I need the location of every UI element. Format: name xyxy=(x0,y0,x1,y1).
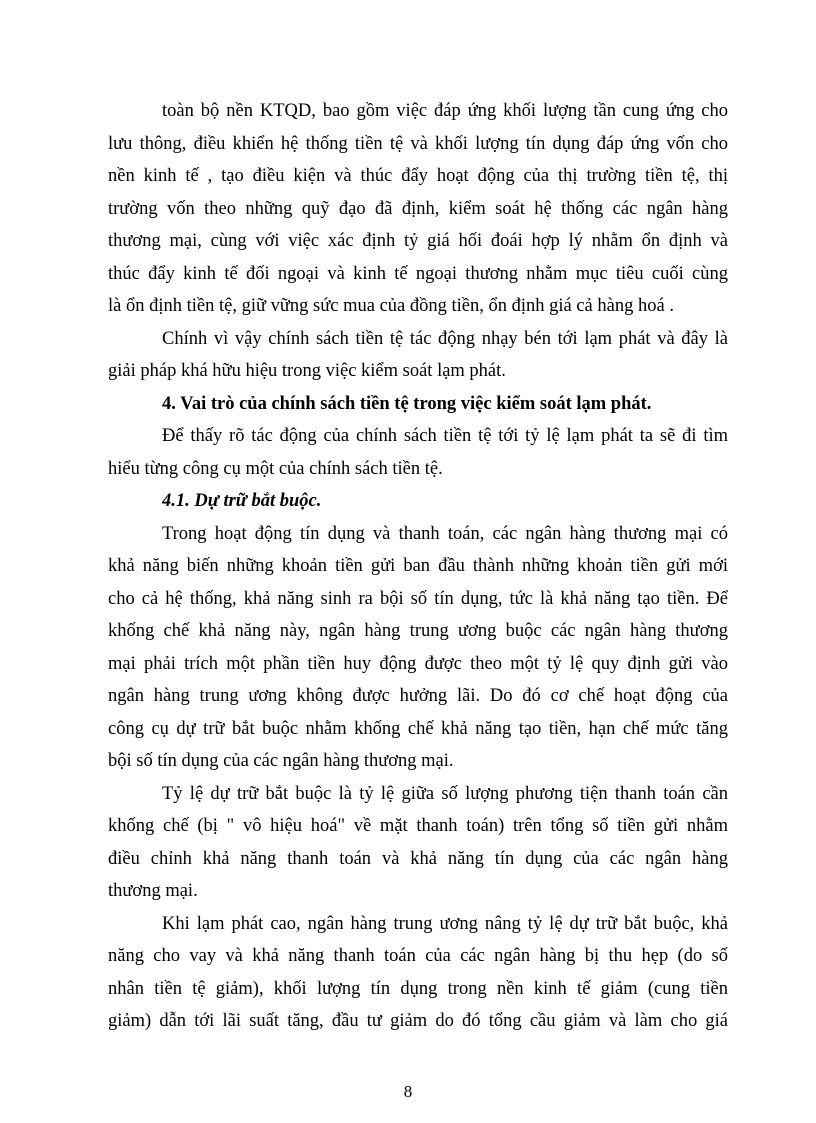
text-line: thương mại, cùng với việc xác định tỷ giá hối đoái hợp lý nhằm ổn định và xyxy=(108,231,728,251)
text-line: lưu thông, điều khiển hệ thống tiền tệ và khối lượng tín dụng đáp ứng vốn cho xyxy=(108,134,728,154)
text-line: Trong hoạt động tín dụng và thanh toán, các ngân hàng thương mại có xyxy=(162,524,728,544)
text-line: Tỷ lệ dự trữ bắt buộc là tỷ lệ giữa số lượng phương tiện thanh toán cần xyxy=(162,784,728,804)
text-line: nền kinh tế , tạo điều kiện và thúc đẩy hoạt động của thị trường tiền tệ, thị xyxy=(108,166,728,186)
text-line: mại phải trích một phần tiền huy động được theo một tỷ lệ quy định gửi vào xyxy=(108,654,728,674)
text-line: nhân tiền tệ giảm), khối lượng tín dụng trong nền kinh tế giảm (cung tiền xyxy=(108,979,728,999)
text-line: khống chế khả năng này, ngân hàng trung ương buộc các ngân hàng thương xyxy=(108,621,728,641)
text-line: toàn bộ nền KTQD, bao gồm việc đáp ứng khối lượng tần cung ứng cho xyxy=(162,101,728,121)
text-line: Khi lạm phát cao, ngân hàng trung ương nâng tỷ lệ dự trữ bắt buộc, khả xyxy=(162,914,728,934)
text-line: Để thấy rõ tác động của chính sách tiền tệ tới tỷ lệ lạm phát ta sẽ đi tìm xyxy=(162,426,728,446)
text-line: là ổn định tiền tệ, giữ vững sức mua của đồng tiền, ổn định giá cả hàng hoá . xyxy=(108,296,674,316)
text-line: khả năng biến những khoản tiền gửi ban đầu thành những khoản tiền gửi mới xyxy=(108,556,728,576)
text-line: giảm) dẫn tới lãi suất tăng, đầu tư giảm do đó tổng cầu giảm và làm cho giá xyxy=(108,1011,728,1031)
text-line: giải pháp khá hữu hiệu trong việc kiểm soát lạm phát. xyxy=(108,361,506,381)
text-line: Chính vì vậy chính sách tiền tệ tác động nhạy bén tới lạm phát và đây là xyxy=(162,329,728,349)
subsection-heading: 4.1. Dự trữ bắt buộc. xyxy=(162,491,322,511)
text-line: khống chế (bị " vô hiệu hoá" về mặt thanh toán) trên tổng số tiền gửi nhằm xyxy=(108,816,728,836)
section-heading: 4. Vai trò của chính sách tiền tệ trong việc kiểm soát lạm phát. xyxy=(162,394,652,414)
page-number: 8 xyxy=(403,1082,413,1101)
text-line: công cụ dự trữ bắt buộc nhằm khống chế khả năng tạo tiền, hạn chế mức tăng xyxy=(108,719,728,739)
text-line: ngân hàng trung ương không được hưởng lãi. Do đó cơ chế hoạt động của xyxy=(108,686,728,706)
text-line: điều chỉnh khả năng thanh toán và khả năng tín dụng của các ngân hàng xyxy=(108,849,728,869)
text-line: thương mại. xyxy=(108,881,198,901)
text-line: cho cả hệ thống, khả năng sinh ra bội số tín dụng, tức là khả năng tạo tiền. Để xyxy=(108,589,728,609)
text-line: bội số tín dụng của các ngân hàng thương mại. xyxy=(108,751,454,771)
text-line: hiểu từng công cụ một của chính sách tiền tệ. xyxy=(108,459,443,479)
text-line: trường vốn theo những quỹ đạo đã định, kiểm soát hệ thống các ngân hàng xyxy=(108,199,728,219)
text-line: năng cho vay và khả năng thanh toán của các ngân hàng bị thu hẹp (do số xyxy=(108,946,728,966)
text-line: thúc đẩy kinh tế đối ngoại và kinh tế ngoại thương nhằm mục tiêu cuối cùng xyxy=(108,264,728,284)
